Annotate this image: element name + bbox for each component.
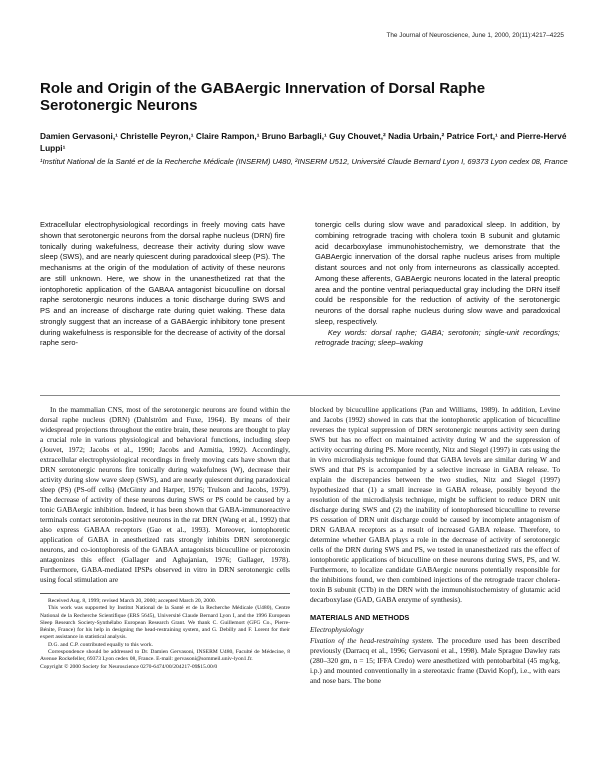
abstract-divider (40, 395, 560, 396)
body-column-left (40, 405, 290, 686)
footnote-contribution: D.G. and C.P. contributed equally to this work. (48, 641, 154, 648)
abstract (40, 220, 560, 349)
subsection-heading: Electrophysiology (310, 625, 364, 634)
intro-paragraph-1: In the mammalian CNS, most of the serotonergic neurons are found within the dorsal raphe nucleus (DRN) (Dahlström and Fuxe, 1964). By means of their widespread projections throughout the entire brain, these neurons are thought to play a crucial role in various physiological and behavioral functions, including sleep (Jouvet, 1972; Jacobs et al., 1990; Jacobs and Azmitia, 1992). Accordingly, extracellular electrophysiological recordings in freely moving cats have shown that DRN serotonergic neurons fire tonically during wakefulness (W), decrease their activity during slow wave sleep (SWS), and are nearly quiescent during paradoxical sleep (PS) (PS-off cells) (McGinty and Harper, 1976; Trulson and Jacobs, 1979). The decrease of activity of these neurons during SWS or PS could be caused by a tonic GABAergic inhibition. Indeed, it has been shown that GABA-immunoreactive terminals contact serotonin-positive neurons in the rat DRN (Wang et al., 1992) that also express GABAA receptors (Gao et al., 1993). Moreover, iontophoretic application of GABA in anesthetized rats strongly inhibits DRN serotonergic neurons, and co-iontophoresis of the GABAA antagonists bicuculline or picrotoxin antagonizes this effect (Gallager and Aghajanian, 1976; Gallager, 1978). Furthermore, GABA-mediated IPSPs observed in vitro in DRN serotonergic cells using focal stimulation are (40, 405, 290, 584)
footnote-received: Received Aug. 8, 1999; revised March 20, 2000; accepted March 20, 2000. (48, 598, 217, 604)
methods-runin-heading: Fixation of the head-restraining system. (310, 636, 434, 645)
methods-text: The procedure used has been described previously (Darracq et al., 1996; Gervasoni et al., 1998). Male Sprague Dawley rats (280–320 gm, n = 15; IFFA Credo) were anesthetized with pentobarbital (45 mg/kg, i.p.) and mounted conventionally in a stereotaxic frame (David Kopf), i.e., with ears and nose bars. The bone (310, 636, 560, 685)
intro-paragraph-2: blocked by bicuculline applications (Pan and Williams, 1989). In addition, Levine and Jacobs (1992) showed in cats that the iontophoretic application of bicuculline reverses the typical suppression of DRN serotonergic neurons activity seen during SWS but has no effect on maintained activity during W and the suppression of activity occurring during PS. More recently, Nitz and Siegel (1997) in cats using the in vivo microdialysis technique found that GABA levels are similar during W and SWS and that PS is accompanied by a selective increase in GABA release. To explain the discrepancies between the two studies, Nitz and Siegel (1997) hypothesized that (1) a small increase in GABA release, possibly beyond the resolution of the microdialysis technique, might be sufficient to reduce DRN unit discharge during SWS and (2) the inability of iontophoresed bicuculline to reverse PS cessation of DRN unit discharge could be caused by incomplete antagonism of DRN GABAA receptors as a result of increased GABA release. Therefore, to determine whether GABA plays a role in the decrease of activity of serotonergic cells of the DRN during SWS and PS, we tested in unanesthetized rats the effect of iontophoretic applications of bicuculline on these neurons during SWS, PS, and W. Furthermore, to localize candidate GABAergic neurons potentially responsible for the inhibitions found, we then combined injections of the retrograde tracer cholera-toxin B subunit (CTb) in the DRN with the immunohistochemistry of glutamic acid decarboxylase (GAD, GABA enzyme of synthesis). (310, 405, 560, 604)
affiliation: ¹Institut National de la Santé et de la Recherche Médicale (INSERM) U480, ²INSERM U512, Université Claude Bernard Lyon I, 69373 Lyon cedex 08, France (40, 157, 568, 166)
section-heading: MATERIALS AND METHODS (310, 613, 410, 622)
keywords-label: Key words: (327, 327, 367, 337)
paper-title: Role and Origin of the GABAergic Innervation of Dorsal Raphe Serotonergic Neurons (40, 80, 486, 114)
footnote-copyright: Copyright © 2000 Society for Neuroscience 0270-6474/00/204217-09$15.00/0 (40, 663, 218, 670)
body-text (40, 405, 560, 686)
running-head: The Journal of Neuroscience, June 1, 2000, 20(11):4217–4225 (386, 32, 564, 39)
author-list: Damien Gervasoni,¹ Christelle Peyron,¹ Claire Rampon,¹ Bruno Barbagli,¹ Guy Chouvet,² Nadia Urbain,² Patrice Fort,¹ and Pierre-Hervé Luppi¹ (40, 131, 567, 153)
footnote-correspondence: Correspondence should be addressed to Dr. Damien Gervasoni, INSERM U480, Faculté de Médecine, 8 Avenue Rockefeller, 69373 Lyon cedex 08, France. E-mail: gervasoni@sommeil.univ-lyon1.fr. (40, 649, 290, 663)
abstract-column-right (315, 220, 560, 349)
methods-paragraph (310, 636, 560, 686)
abstract-column-left: Extracellular electrophysiological recordings in freely moving cats have shown that serotonergic neurons from the dorsal raphe nucleus (DRN) fire tonically during wakefulness, decrease their activity during slow wave sleep (SWS), and are nearly quiescent during paradoxical sleep (PS). The mechanisms at the origin of the modulation of activity of these neurons are still unknown. Here, we show in the unanesthetized rat that the iontophoretic application of the GABAA antagonist bicuculline on dorsal raphe serotonergic neurons induces a tonic discharge during SWS and PS and an increase of discharge rate during quiet waking. These data strongly suggest that an increase of a GABAergic inhibitory tone present during wakefulness is responsible for the decrease of activity of the dorsal raphe sero- (40, 220, 285, 348)
keywords-text: dorsal raphe; GABA; serotonin; single-unit recordings; retrograde tracing; sleep–waking (315, 327, 560, 348)
abstract-text-right: tonergic cells during slow wave and paradoxical sleep. In addition, by combining retrograde tracing with cholera toxin B subunit and glutamic acid decarboxylase immunohistochemistry, we demonstrate that the GABAergic innervation of the dorsal raphe nucleus arises from multiple distant sources and not only from interneurons as classically accepted. Among these afferents, GABAergic neurons located in the lateral preoptic area and the pontine ventral periaqueductal gray including the DRN itself could be responsible for the reduction of activity of the serotonergic neurons of the dorsal raphe nucleus during slow wave and paradoxical sleep, respectively. (315, 220, 560, 326)
keywords (315, 328, 560, 350)
footnote-funding: This work was supported by Institut National de la Santé et de la Recherche Médicale (U480), Centre National de la Recherche Scientifique (ERS 5645), Université Claude Bernard Lyon I, and the 1996 European Sleep Research Society-Synthélabo European Research Grant. We thank C. Guillemort (GFG Co., Pierre-Bénite, France) for his help in designing the head-restraining system, and G. Debilly and F. Lorent for their expert assistance in statistical analysis. (40, 605, 290, 641)
footnotes (40, 593, 290, 671)
body-column-right (310, 405, 560, 686)
